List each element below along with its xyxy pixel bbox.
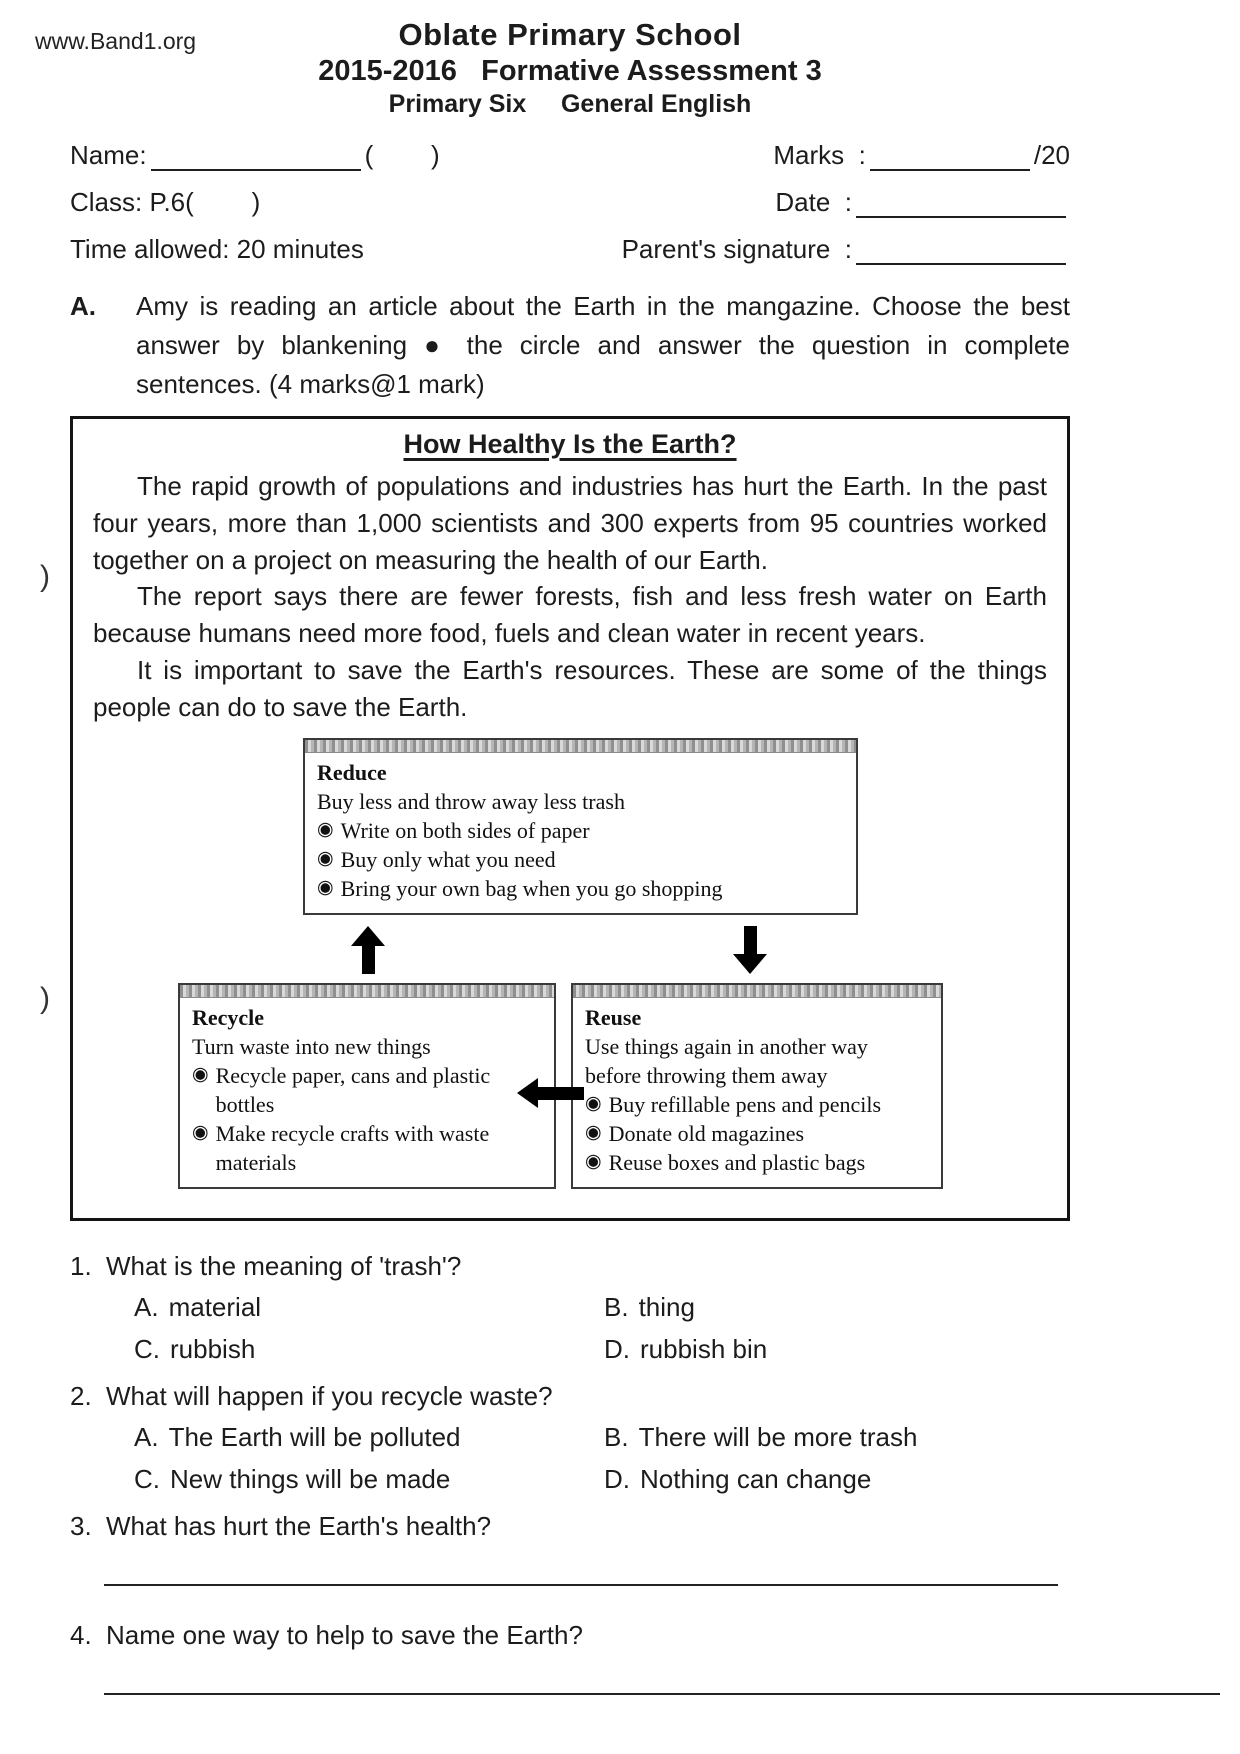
- question-number: 4.: [70, 1620, 92, 1651]
- reuse-item-text: Buy refillable pens and pencils: [608, 1092, 882, 1118]
- bullet-icon: ◉: [585, 1093, 602, 1115]
- assessment-title: 2015-2016 Formative Assessment 3: [318, 54, 822, 87]
- student-info-form: [70, 140, 1070, 265]
- section-a-text: Amy is reading an article about the Earth in the mangazine. Choose the best answer by blankening ● the circle and answer the question in complete sentences. (4 marks@1 mark): [136, 290, 1070, 399]
- recycle-item: [192, 1061, 542, 1119]
- passage-paragraph-3: It is important to save the Earth's resources. These are some of the things people can do to save the Earth.: [93, 655, 1047, 723]
- section-a-instructions: [70, 287, 1070, 404]
- level-subject: Primary Six General English: [388, 90, 752, 119]
- recycle-title: Recycle: [192, 1005, 265, 1031]
- questions-section: [70, 1247, 1070, 1695]
- three-r-diagram: [93, 738, 1047, 1200]
- reuse-box: [571, 983, 943, 1189]
- scan-artifact: ): [40, 560, 50, 593]
- form-row-name-marks: [70, 140, 1070, 171]
- option-d: [604, 1330, 1070, 1369]
- option-text: There will be more trash: [638, 1422, 918, 1453]
- option-text: New things will be made: [170, 1464, 451, 1495]
- reuse-subtitle: Use things again in another way before throwing them away: [585, 1034, 868, 1089]
- class-label: Class: P.6( ): [70, 186, 261, 217]
- signature-blank-field: [856, 237, 1066, 265]
- question-text: What will happen if you recycle waste?: [106, 1381, 553, 1412]
- option-label: C.: [134, 1334, 160, 1365]
- reuse-item: [585, 1119, 929, 1148]
- option-text: thing: [638, 1292, 695, 1323]
- form-row-class-date: [70, 187, 1070, 218]
- bullet-icon: ◉: [585, 1122, 602, 1144]
- answer-line-4: [104, 1663, 1220, 1695]
- option-a: [134, 1288, 604, 1327]
- option-text: material: [168, 1292, 262, 1323]
- option-label: B.: [604, 1422, 629, 1453]
- bullet-icon: ◉: [585, 1151, 602, 1173]
- date-blank-field: [856, 190, 1066, 218]
- question-number: 3.: [70, 1511, 92, 1542]
- reuse-item: [585, 1090, 929, 1119]
- marks-blank-field: [870, 143, 1030, 171]
- question-text: Name one way to help to save the Earth?: [106, 1620, 583, 1651]
- form-row-time-signature: [70, 234, 1070, 265]
- reduce-item-text: Write on both sides of paper: [340, 818, 590, 844]
- answer-line-3: [104, 1554, 1058, 1586]
- question-4: [70, 1616, 1070, 1695]
- option-b: [604, 1288, 1070, 1327]
- recycle-item-text: Make recycle crafts with waste materials: [215, 1121, 490, 1176]
- option-label: D.: [604, 1464, 630, 1495]
- reuse-item-text: Donate old magazines: [608, 1121, 805, 1147]
- reuse-item: [585, 1148, 929, 1177]
- reduce-item-text: Buy only what you need: [340, 847, 556, 873]
- recycle-subtitle: Turn waste into new things: [192, 1034, 431, 1060]
- reduce-item: [317, 874, 844, 903]
- option-text: rubbish bin: [640, 1334, 768, 1365]
- signature-label: Parent's signature :: [621, 233, 852, 264]
- question-text: What is the meaning of 'trash'?: [106, 1251, 462, 1282]
- passage-body: [93, 468, 1047, 726]
- option-label: D.: [604, 1334, 630, 1365]
- reduce-title: Reduce: [317, 760, 387, 786]
- marks-label: Marks :: [773, 139, 866, 170]
- option-c: [134, 1460, 604, 1499]
- passage-paragraph-2: The report says there are fewer forests, fish and less fresh water on Earth because humans need more food, fuels and clean water in recent years.: [93, 581, 1047, 649]
- texture-bar: [573, 985, 941, 998]
- bullet-icon: ◉: [317, 848, 334, 870]
- bullet-icon: ◉: [192, 1122, 209, 1144]
- page-header: [70, 16, 1070, 120]
- reduce-box: [303, 738, 858, 915]
- marks-total: /20: [1033, 139, 1070, 170]
- option-c: [134, 1330, 604, 1369]
- recycle-item: [192, 1119, 542, 1177]
- option-a: [134, 1418, 604, 1457]
- school-name: Oblate Primary School: [398, 17, 742, 52]
- watermark: www.Band1.org: [35, 28, 197, 54]
- arrow-down-icon: [733, 926, 767, 974]
- bullet-icon: ◉: [317, 819, 334, 841]
- reduce-item-text: Bring your own bag when you go shopping: [340, 876, 723, 902]
- question-2: [70, 1377, 1070, 1499]
- question-3: [70, 1507, 1070, 1586]
- reduce-item: [317, 816, 844, 845]
- option-label: A.: [134, 1292, 159, 1323]
- question-1: [70, 1247, 1070, 1369]
- reading-passage-box: [70, 416, 1070, 1221]
- name-blank-field: [151, 143, 361, 171]
- name-paren: ( ): [364, 139, 440, 170]
- question-text: What has hurt the Earth's health?: [106, 1511, 492, 1542]
- option-text: Nothing can change: [640, 1464, 872, 1495]
- reuse-item-text: Reuse boxes and plastic bags: [608, 1150, 866, 1176]
- option-text: The Earth will be polluted: [168, 1422, 461, 1453]
- recycle-item-text: Recycle paper, cans and plastic bottles: [215, 1063, 491, 1118]
- scan-artifact: ): [40, 982, 50, 1015]
- question-number: 1.: [70, 1251, 92, 1282]
- question-1-options: [134, 1288, 1070, 1369]
- name-label: Name:: [70, 139, 147, 170]
- option-text: rubbish: [170, 1334, 256, 1365]
- option-d: [604, 1460, 1070, 1499]
- option-label: A.: [134, 1422, 159, 1453]
- question-2-options: [134, 1418, 1070, 1499]
- option-label: C.: [134, 1464, 160, 1495]
- passage-paragraph-1: The rapid growth of populations and industries has hurt the Earth. In the past four years, more than 1,000 scientists and 300 experts from 95 countries worked together on a project on measuring the health of our Earth.: [93, 470, 1047, 575]
- texture-bar: [180, 985, 554, 998]
- recycle-box: [178, 983, 556, 1189]
- texture-bar: [305, 740, 856, 753]
- bullet-icon: ◉: [317, 877, 334, 899]
- passage-title: How Healthy Is the Earth?: [403, 428, 737, 459]
- section-a-label: A.: [70, 290, 96, 321]
- bullet-icon: ◉: [192, 1064, 209, 1086]
- arrow-left-icon: [517, 1078, 584, 1108]
- date-label: Date :: [775, 186, 852, 217]
- arrow-up-icon: [351, 926, 385, 974]
- reduce-subtitle: Buy less and throw away less trash: [317, 789, 625, 815]
- option-label: B.: [604, 1292, 629, 1323]
- option-b: [604, 1418, 1070, 1457]
- time-allowed-label: Time allowed: 20 minutes: [70, 233, 364, 264]
- question-number: 2.: [70, 1381, 92, 1412]
- reduce-item: [317, 845, 844, 874]
- reuse-title: Reuse: [585, 1005, 642, 1031]
